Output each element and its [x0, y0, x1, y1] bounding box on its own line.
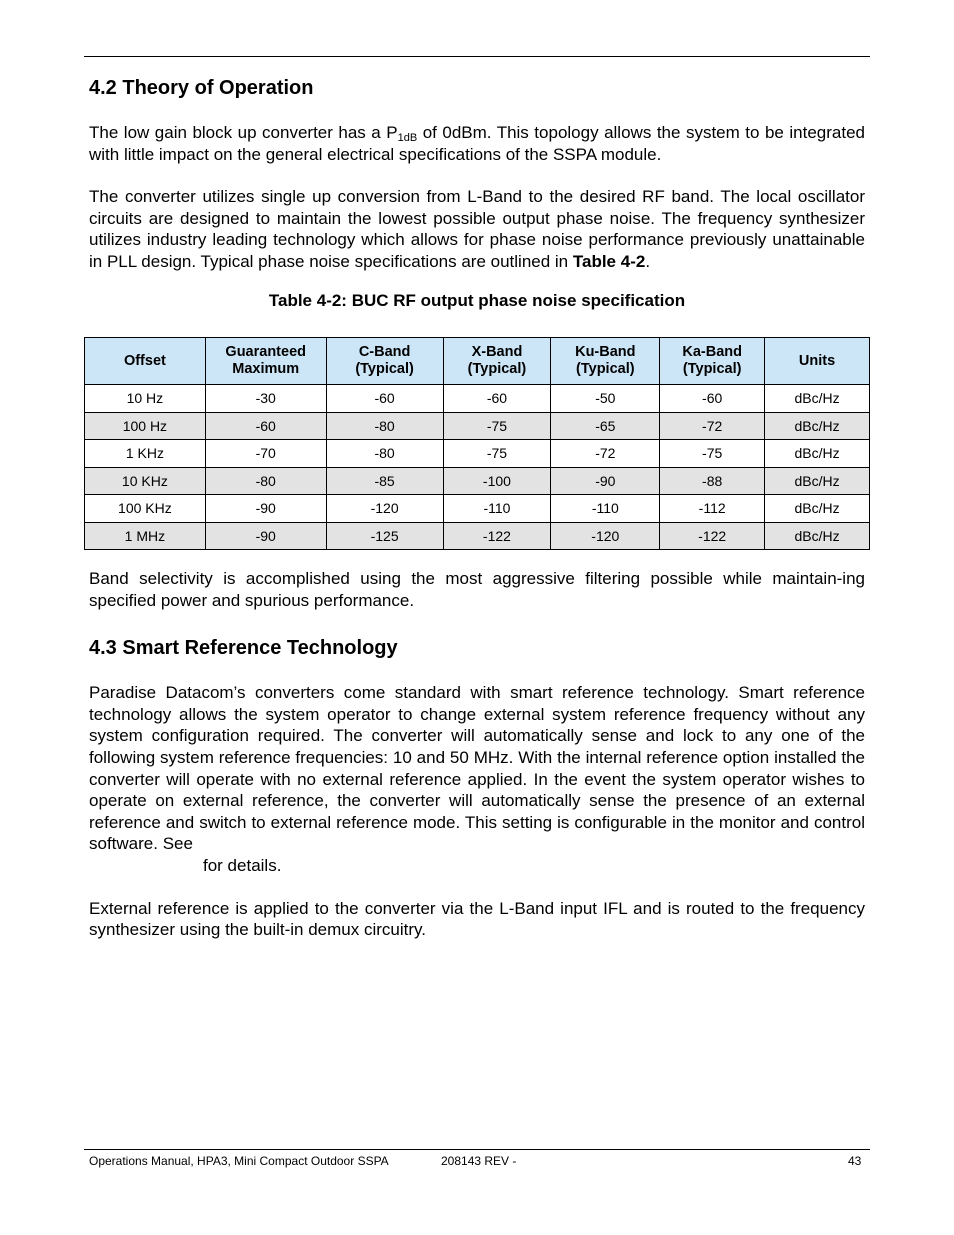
table-cell: -90 [205, 495, 326, 523]
paragraph-smart-reference-tail: for details. [203, 855, 282, 875]
section-heading-theory-of-operation: 4.2 Theory of Operation [89, 77, 314, 99]
table-cell: -110 [443, 495, 551, 523]
table-cell: -122 [660, 522, 765, 550]
table-cell: -80 [326, 412, 443, 440]
table-cell: 10 Hz [85, 385, 206, 413]
table-cell: -60 [660, 385, 765, 413]
table-row [85, 495, 870, 523]
table-cell: -110 [551, 495, 660, 523]
table-cell: dBc/Hz [765, 412, 870, 440]
table-cell: -72 [551, 440, 660, 468]
paragraph-up-conversion: The converter utilizes single up conversion from L-Band to the desired RF band. The local oscillator circuits are designed to maintain the lowest possible output phase noise. The frequency synthesizer utilizes industry leading technology which allows for phase noise performance previously unattainable in PLL design. Typical phase noise specifications are outlined in Table 4-2. [89, 187, 865, 271]
table-cell: -60 [205, 412, 326, 440]
table-cell: -100 [443, 467, 551, 495]
table-cell: 10 KHz [85, 467, 206, 495]
header-x-band: X-Band (Typical) [443, 338, 551, 385]
table-cell: -75 [443, 412, 551, 440]
table-cell: dBc/Hz [765, 522, 870, 550]
table-cell: 100 KHz [85, 495, 206, 523]
table-cell: -72 [660, 412, 765, 440]
table-cell: -80 [205, 467, 326, 495]
header-offset: Offset [85, 338, 206, 385]
header-guaranteed-maximum: Guaranteed Maximum [205, 338, 326, 385]
header-c-band: C-Band (Typical) [326, 338, 443, 385]
paragraph-external-reference: External reference is applied to the converter via the L-Band input IFL and is routed to the frequency synthesizer using the built-in demux circuitry. [89, 898, 865, 940]
table-cell: -85 [326, 467, 443, 495]
table-cell: -50 [551, 385, 660, 413]
table-cell: dBc/Hz [765, 385, 870, 413]
table-row [85, 412, 870, 440]
table-cell: 1 KHz [85, 440, 206, 468]
page-content-lower [89, 568, 865, 941]
table-row [85, 440, 870, 468]
table-cell: -90 [205, 522, 326, 550]
table-cell: -65 [551, 412, 660, 440]
table-cell: -60 [443, 385, 551, 413]
table-cell: -60 [326, 385, 443, 413]
table-cell: -122 [443, 522, 551, 550]
table-row [85, 385, 870, 413]
footer-rule [84, 1149, 870, 1150]
phase-noise-table [84, 337, 870, 550]
table-cell: dBc/Hz [765, 440, 870, 468]
table-cell: -75 [443, 440, 551, 468]
table-cell: -75 [660, 440, 765, 468]
p1db-subscript: 1dB [397, 132, 418, 144]
page-content [89, 74, 865, 312]
header-rule [84, 56, 870, 57]
table-cell: 1 MHz [85, 522, 206, 550]
section-heading-smart-reference: 4.3 Smart Reference Technology [89, 637, 398, 660]
table-cell: -30 [205, 385, 326, 413]
table-row [85, 522, 870, 550]
footer-manual-title: Operations Manual, HPA3, Mini Compact Outdoor SSPA [89, 1154, 389, 1168]
table-caption: Table 4-2: BUC RF output phase noise specification [268, 290, 686, 310]
footer-page-number: 43 [848, 1154, 862, 1168]
header-ku-band: Ku-Band (Typical) [551, 338, 660, 385]
table-cell: -70 [205, 440, 326, 468]
table-cell: -125 [326, 522, 443, 550]
paragraph-smart-reference: Paradise Datacom’s converters come standard with smart reference technology. Smart reference technology allows the system operator to change external system reference frequency without any system configuration required. The converter will automatically sense and lock to any one of the following system reference frequencies: 10 and 50 MHz. With the internal reference option installed the converter will operate with no external reference applied. In the event the system operator wishes to operate on external reference, the converter will automatically sense the presence of an external reference and switch to external reference mode. This setting is configurable in the monitor and control software. See [89, 683, 865, 854]
paragraph-converter-gain: The low gain block up converter has a $P_{1dB}$ of 0dBm. This topology allows the system to be integrated with little impact on the general electrical specifications of the SSPA module. [89, 123, 865, 164]
table-cell: -120 [551, 522, 660, 550]
table-cell: -90 [551, 467, 660, 495]
table-reference-link[interactable]: Table 4-2 [572, 251, 646, 271]
table-cell: dBc/Hz [765, 495, 870, 523]
table-cell: -112 [660, 495, 765, 523]
table-row [85, 467, 870, 495]
table-header-row [85, 338, 870, 385]
header-units: Units [765, 338, 870, 385]
footer-doc-number: 208143 REV - [441, 1154, 517, 1168]
table-cell: 100 Hz [85, 412, 206, 440]
table-cell: -88 [660, 467, 765, 495]
paragraph-band-selectivity: Band selectivity is accomplished using the most aggressive filtering possible while maintain-ing specified power and spurious performance. [89, 569, 865, 610]
header-ka-band: Ka-Band (Typical) [660, 338, 765, 385]
table-cell: dBc/Hz [765, 467, 870, 495]
table-cell: -120 [326, 495, 443, 523]
table-cell: -80 [326, 440, 443, 468]
